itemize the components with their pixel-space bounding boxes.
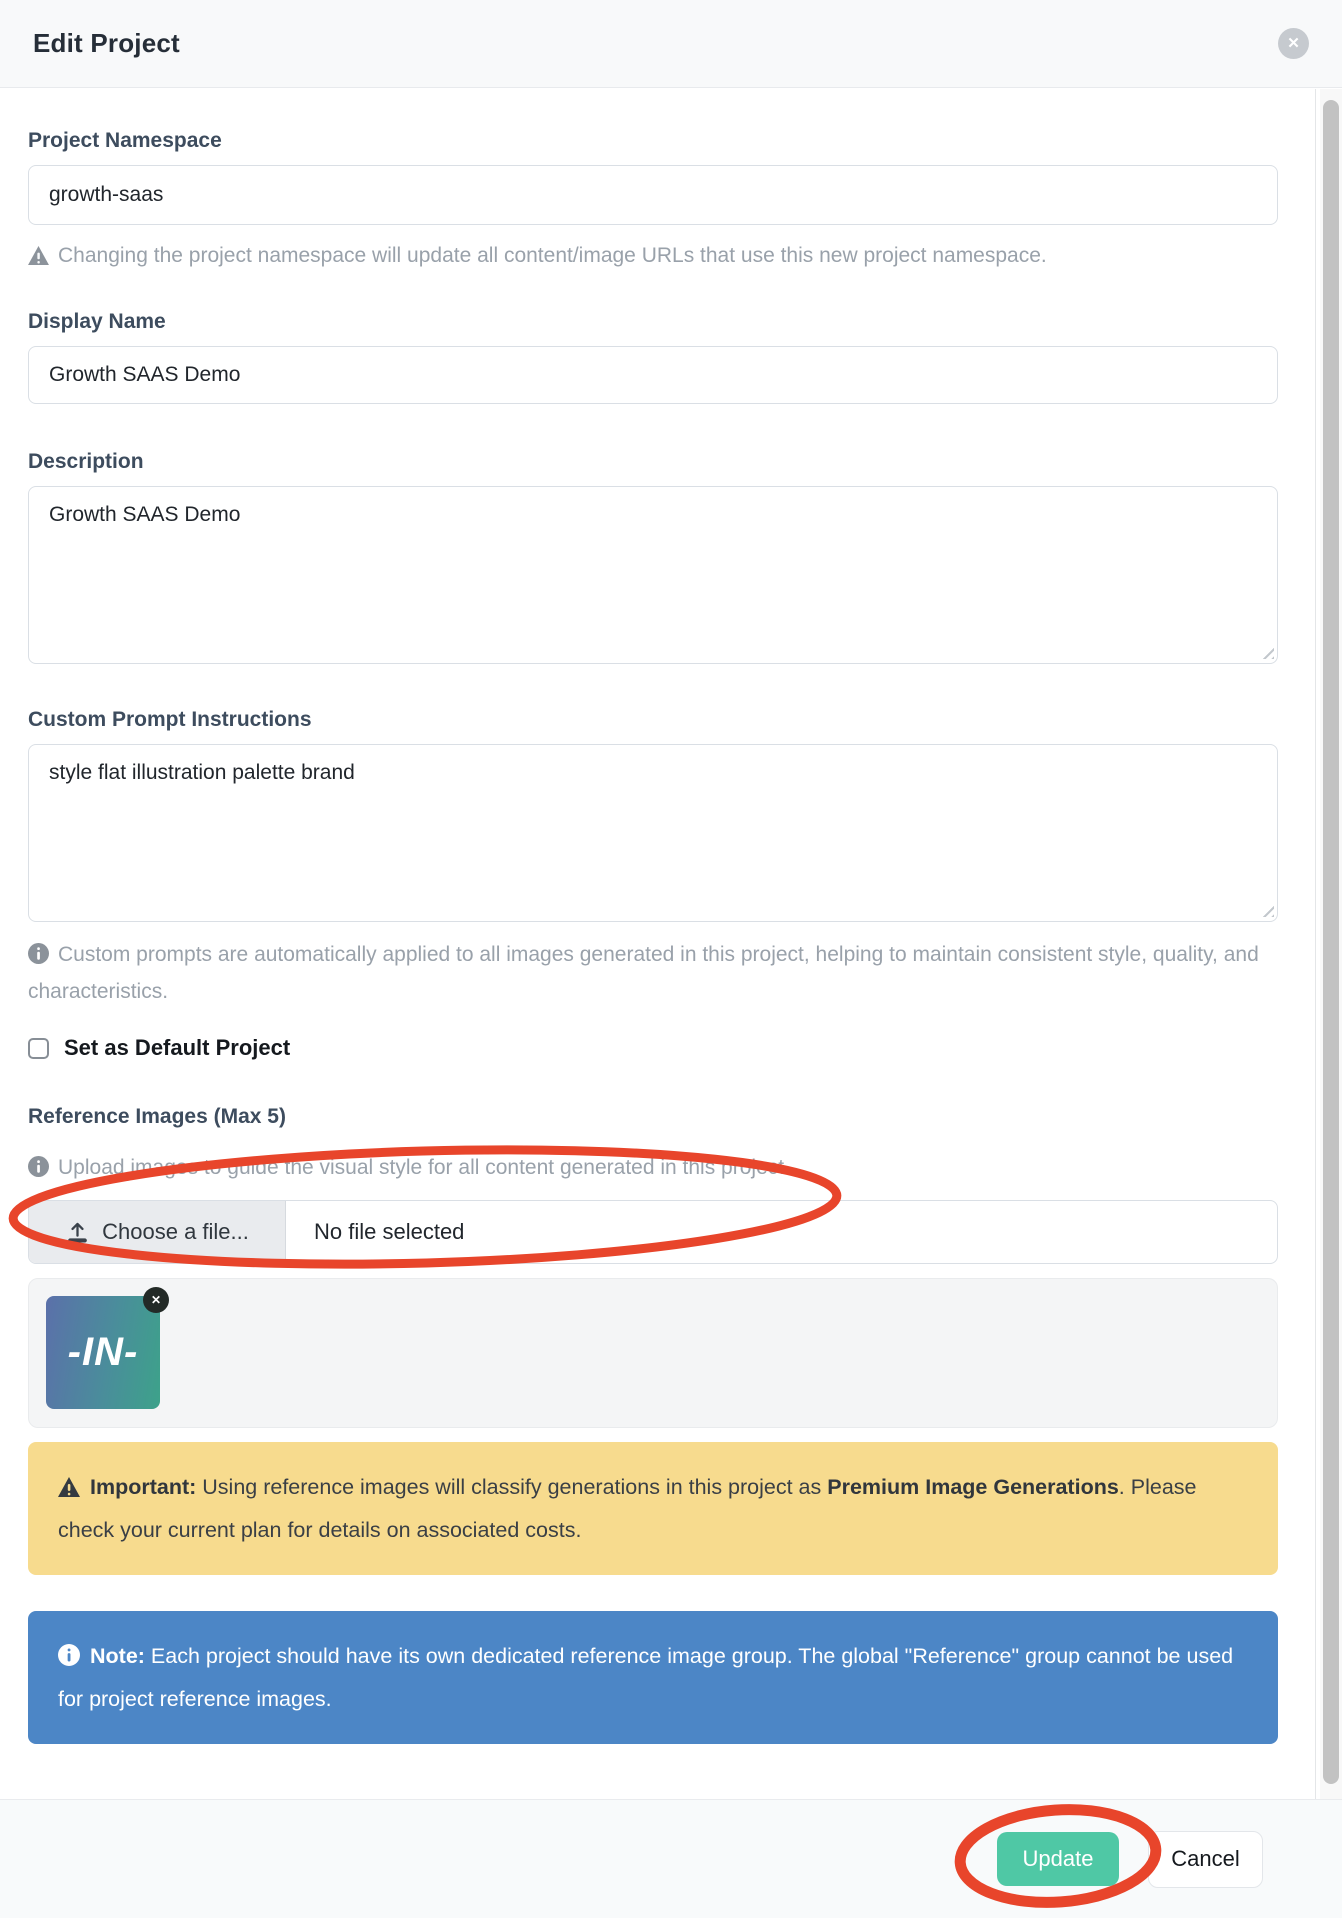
thumbnail-text: -IN- xyxy=(67,1330,139,1374)
important-warning-box xyxy=(28,1442,1278,1575)
info-icon xyxy=(28,941,49,975)
display-name-field xyxy=(28,310,1278,404)
upload-icon xyxy=(65,1220,90,1245)
close-button[interactable] xyxy=(1278,28,1309,59)
display-name-input[interactable] xyxy=(28,346,1278,404)
note-box xyxy=(28,1611,1278,1744)
note-bold: Note: xyxy=(90,1644,145,1668)
info-icon xyxy=(58,1639,80,1679)
warning-triangle-icon xyxy=(28,242,49,276)
custom-prompt-label: Custom Prompt Instructions xyxy=(28,708,312,731)
warning-text: Using reference images will classify generations in this project as xyxy=(196,1475,828,1499)
reference-thumbnail-image xyxy=(46,1293,162,1409)
cancel-button[interactable]: Cancel xyxy=(1148,1831,1263,1888)
reference-images-help xyxy=(28,1151,1278,1188)
scrollbar-thumb[interactable] xyxy=(1323,100,1339,1784)
display-name-label: Display Name xyxy=(28,310,166,333)
namespace-warning xyxy=(28,239,1278,276)
note-text: Each project should have its own dedicated reference image group. The global "Reference" group cannot be used for project reference images. xyxy=(58,1644,1234,1711)
namespace-warning-text: Changing the project namespace will update all content/image URLs that use this new project namespace. xyxy=(58,244,1047,267)
reference-images-help-text: Upload images to guide the visual style for all content generated in this project. xyxy=(58,1156,790,1179)
description-textarea[interactable] xyxy=(28,486,1278,664)
warning-text: . Please check your current plan for details on associated costs. xyxy=(58,1475,1197,1542)
project-namespace-input[interactable] xyxy=(28,165,1278,225)
custom-prompt-field xyxy=(28,708,1278,1009)
custom-prompt-help-text: Custom prompts are automatically applied to all images generated in this project, helping to maintain consistent style, quality, and characteristics. xyxy=(28,943,1259,1003)
modal-header xyxy=(0,0,1342,88)
default-project-checkbox[interactable] xyxy=(28,1038,49,1059)
reference-thumbnail xyxy=(46,1293,162,1409)
default-project-row xyxy=(28,1035,1278,1061)
custom-prompt-textarea[interactable] xyxy=(28,744,1278,922)
custom-prompt-help xyxy=(28,938,1268,1009)
modal-body xyxy=(0,89,1316,1799)
description-field xyxy=(28,450,1278,664)
project-namespace-field xyxy=(28,129,1278,276)
info-icon xyxy=(28,1154,49,1188)
file-status: No file selected xyxy=(314,1219,465,1244)
reference-images-heading: Reference Images (Max 5) xyxy=(28,1105,286,1128)
default-project-label[interactable]: Set as Default Project xyxy=(64,1035,291,1060)
warning-bold: Important: xyxy=(90,1475,197,1499)
warning-triangle-icon xyxy=(58,1470,80,1510)
remove-thumbnail-button[interactable] xyxy=(143,1287,169,1313)
page-title: Edit Project xyxy=(33,28,180,58)
file-input-row xyxy=(28,1200,1278,1264)
modal-footer xyxy=(0,1799,1342,1918)
scrollbar-track[interactable] xyxy=(1320,89,1342,1799)
remove-icon: ✕ xyxy=(150,1293,162,1307)
project-namespace-label: Project Namespace xyxy=(28,129,222,152)
choose-file-button[interactable] xyxy=(29,1201,286,1263)
warning-bold: Premium Image Generations xyxy=(827,1475,1119,1499)
choose-file-label: Choose a file... xyxy=(102,1219,249,1244)
description-label: Description xyxy=(28,450,144,473)
close-icon: ✕ xyxy=(1287,35,1300,52)
thumbnails-container xyxy=(28,1278,1278,1428)
update-button[interactable]: Update xyxy=(997,1832,1119,1886)
